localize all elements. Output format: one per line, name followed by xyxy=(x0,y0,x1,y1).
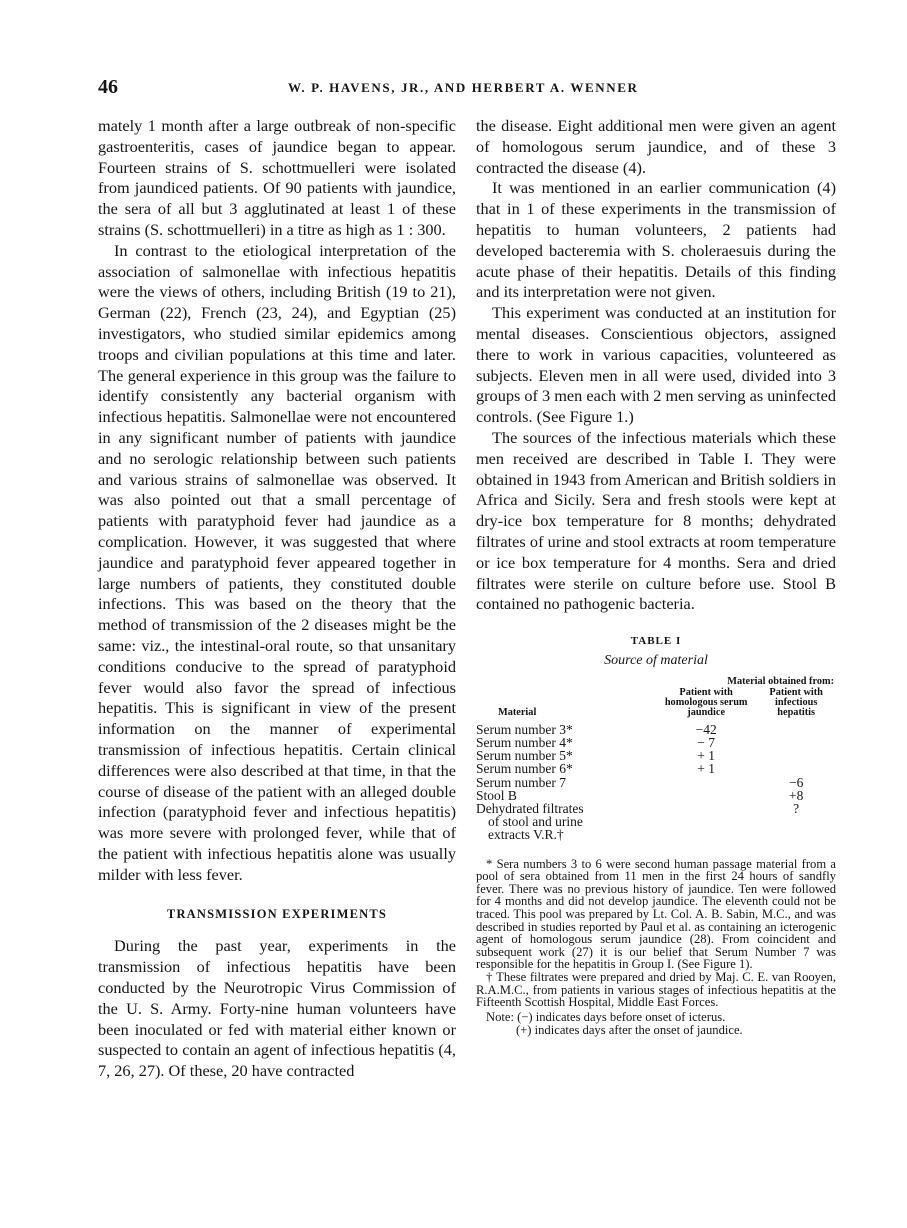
table-cell-hepatitis: ? xyxy=(793,800,800,816)
page-header xyxy=(98,76,838,104)
table-cell-serum-jaundice xyxy=(656,828,756,841)
table-cell-hepatitis xyxy=(756,736,836,749)
table-cell-serum-jaundice xyxy=(656,815,756,828)
table-cell-hepatitis: −6 xyxy=(788,774,804,790)
right-paragraph-4: The sources of the infectious materials which these men received are described in Table I. They were obtained in 1943 from American and British soldiers in Africa and Sicily. Sera and fresh stools were kept at dry-ice box temperature for 8 months; dehydrated filtrates of urine and stool extracts at room temperature or ice box temperature for 4 months. Sera and dried filtrates were sterile on culture before use. Stool B contained no pathogenic bacteria. xyxy=(476,427,836,614)
table-cell-hepatitis xyxy=(756,828,836,841)
left-paragraph-1: mately 1 month after a large outbreak of non-specific gastroenteritis, cases of jaundice began to appear. Fourteen strains of S. schottmuelleri were isolated from jaundiced patients. Of 90 patients with jaundice, the sera of all but 3 agglutinated at least 1 of these strains (S. schottmuelleri) in a titre as high as 1 : 300. xyxy=(98,116,456,239)
table-cell-material: Serum number 6* xyxy=(476,761,573,777)
table-row xyxy=(476,789,836,802)
table-note-2: (+) indicates days after the onset of jaundice. xyxy=(516,1022,743,1037)
table-cell-serum-jaundice: −42 xyxy=(695,721,717,737)
table-cell-serum-jaundice xyxy=(656,802,756,815)
table-note xyxy=(476,1011,836,1037)
page-number: 46 xyxy=(98,76,118,98)
table-cell-material: extracts V.R.† xyxy=(488,827,564,843)
right-paragraph-3: This experiment was conducted at an institution for mental diseases. Conscientious objectors, assigned there to work in various capacities, volunteered as subjects. Eleven men in all were used, divided into 3 groups of 3 men each with 2 men serving as uninfected controls. (See Figure 1.) xyxy=(476,303,836,427)
table-header-material: Material xyxy=(498,707,537,719)
table-cell-hepatitis xyxy=(756,749,836,762)
left-paragraph-3: During the past year, experiments in the transmission of infectious hepatitis have been conducted by the Neurotropic Virus Commission of the U. S. Army. Forty-nine human volunteers have been inoculated or fed with material either known or suspected to contain an agent of infectious hepatitis (4, 7, 26, 27). Of these, 20 have contracted xyxy=(98,936,456,1081)
table-cell-material: Stool B xyxy=(476,787,517,803)
section-heading: TRANSMISSION EXPERIMENTS xyxy=(166,907,388,922)
table-row xyxy=(476,762,836,775)
table-title: TABLE I xyxy=(630,635,682,648)
table-cell-material: Dehydrated filtrates xyxy=(476,800,584,816)
table-footnote-2: † These filtrates were prepared and dried by Maj. C. E. van Rooyen, R.A.M.C., from patients in various stages of infectious hepatitis at the Fifteenth Scottish Hospital, Middle East Forces. xyxy=(476,969,836,1010)
right-column xyxy=(476,116,836,1037)
table-cell-serum-jaundice xyxy=(656,789,756,802)
table-block xyxy=(476,635,836,1037)
left-paragraph-2: In contrast to the etiological interpretation of the association of salmonellae with infectious hepatitis were the views of others, including British (19 to 21), German (22), French (23, 24), and Egyptian (25) investigators, who studied similar epidemics among troops and civilian populations at this time and later. The general experience in this group was the failure to identify consistently any bacterial organism with infectious hepatitis. Salmonellae were not encountered in any significant number of patients with jaundice and no serologic relationship between such patients and various strains of salmonellae was observed. It was also pointed out that a small percentage of patients with paratyphoid fever had jaundice as a complication. However, it was suggested that where jaundice and paratyphoid fever appeared together in large numbers of patients, they constituted double infections. This was based on the theory that the method of transmission of the 2 diseases might be the same: viz., the intestinal-oral route, so that unsanitary conditions conducive to the spread of paratyphoid fever would also favor the spread of infectious hepatitis. This is significant in view of the present information on the manner of experimental transmission of infectious hepatitis. Certain clinical differences were also described at that time, in that the course of disease of the patient with an alleged double infection (paratyphoid fever and infectious hepatitis) was more severe with prolonged fever, while that of the patient with infectious hepatitis alone was usually milder with less fever. xyxy=(98,240,456,884)
table-cell-material: of stool and urine xyxy=(488,814,583,830)
table-cell-material: Serum number 4* xyxy=(476,734,573,750)
table-group-header: Material obtained from: xyxy=(727,676,834,688)
table-cell-material: Serum number 5* xyxy=(476,748,573,764)
table-header-infectious-hepatitis: Patient with infectious hepatitis xyxy=(769,686,823,719)
table-cell-serum-jaundice xyxy=(656,776,756,789)
table-cell-hepatitis xyxy=(756,762,836,775)
running-head: W. P. HAVENS, JR., AND HERBERT A. WENNER xyxy=(288,80,639,95)
source-material-table xyxy=(476,677,836,841)
table-cell-serum-jaundice: + 1 xyxy=(697,761,716,777)
table-cell-serum-jaundice: − 7 xyxy=(697,734,716,750)
right-paragraph-2: It was mentioned in an earlier communication (4) that in 1 of these experiments in the transmission of hepatitis to human volunteers, 2 patients had developed bacteremia with S. choleraesuis during the acute phase of their hepatitis. Details of this finding and its interpretation were not given. xyxy=(476,178,836,302)
table-row xyxy=(476,828,836,841)
table-cell-hepatitis: +8 xyxy=(788,787,804,803)
table-cell-hepatitis xyxy=(756,815,836,828)
table-cell-material: Serum number 7 xyxy=(476,774,566,790)
table-footnotes xyxy=(476,858,836,1037)
right-paragraph-1: the disease. Eight additional men were given an agent of homologous serum jaundice, and of these 3 contracted the disease (4). xyxy=(476,116,836,177)
table-header-serum-jaundice: Patient with homologous serum jaundice xyxy=(664,686,748,719)
table-footnote-1: * Sera numbers 3 to 6 were second human passage material from a pool of sera obtained from 11 men in the first 24 hours of sandfly fever. There was no previous history of jaundice. Ten were followed for 4 months and did not develop jaundice. The eleventh could not be traced. This pool was prepared by Lt. Col. A. B. Sabin, M.C., and was described in studies reported by Paul et al. as containing an icterogenic agent of homologous serum jaundice (28). From coincident and subsequent work (27) it is our belief that Serum Number 7 was responsible for the hepatitis in Group I. (See Figure 1). xyxy=(476,856,836,972)
table-cell-serum-jaundice: + 1 xyxy=(697,748,716,764)
table-note-1: Note: (−) indicates days before onset of icterus. xyxy=(486,1009,726,1024)
table-subtitle: Source of material xyxy=(604,653,708,669)
left-column xyxy=(98,116,456,1082)
table-cell-hepatitis xyxy=(756,723,836,736)
table-cell-material: Serum number 3* xyxy=(476,721,573,737)
table-row xyxy=(476,723,836,736)
table-row xyxy=(476,776,836,789)
